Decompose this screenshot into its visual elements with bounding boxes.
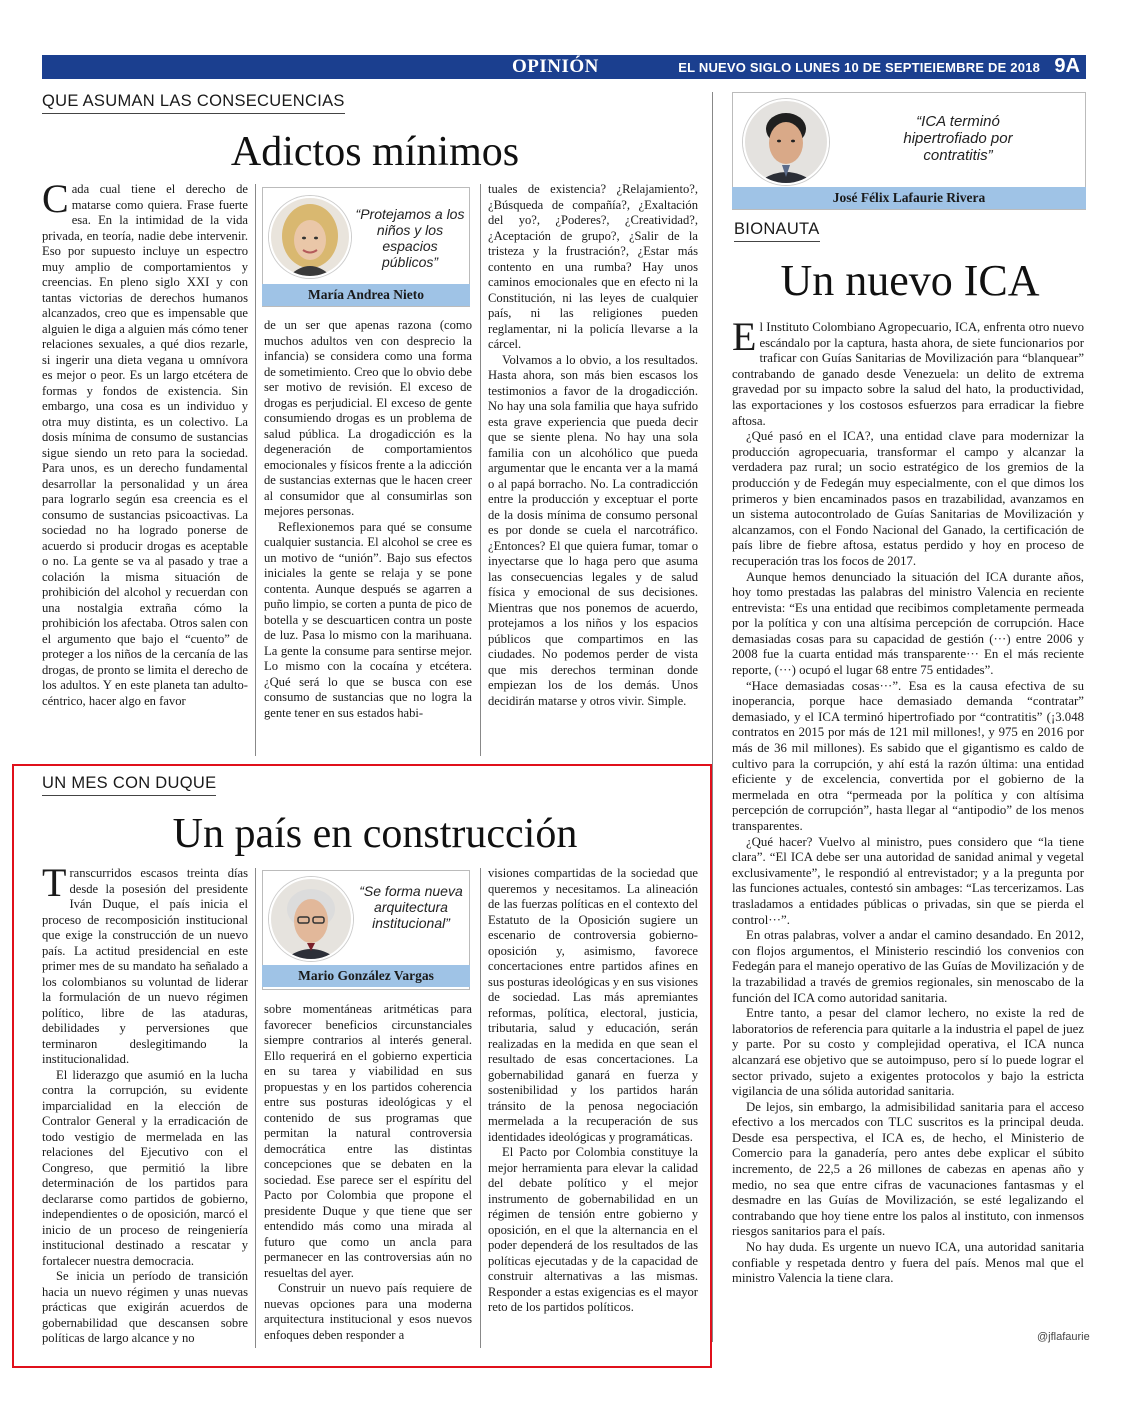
section-header-bar xyxy=(42,55,1086,79)
article2-col3-paragraph-1: visiones compartidas de la sociedad que queremos y necesitamos. La alineación de las fuerzas políticas en el contexto del Estatuto de la Oposición sugiere un escenario de controversia gobierno-oposición y, asimismo, favorece concertaciones entre partidos afines en sus posturas ideológicas y en sus visiones de sociedad. Las más apremiantes reformas, política, electoral, justicia, tributaria, salud y educación, serán realizadas en la medida en que sean el resultado de esas concertaciones. La gobernabilidad ganará en fuerza y sostenibilidad y los partidos harán tránsito de la penosa negociación mermelada a la recuperación de sus identidades ideológicas y programáticas. xyxy=(488,866,698,1144)
article3-paragraph-9: No hay duda. Es urgente un nuevo ICA, una autoridad sanitaria confiable y respetada dentro y fuera del país. Menos mal que el ministro Valencia la tiene clara. xyxy=(732,1240,1084,1286)
article1-col2-paragraph-2: Reflexionemos para qué se consume cualquier sustancia. El alcohol se cree es un motivo de “unión”. Bajo sus efectos iniciales la gente se relaja y se pone contenta. Aunque después se agarren a puño limpio, se corten a punta de pico de botella y se descuarticen contra un poste de luz. Pasa lo mismo con la marihuana. La gente la consume para sentirse mejor. Lo mismo con la cocaína y etcétera. ¿Qué será lo que se busca con ese consumo de sustancias que no logra la gente tener en sus estados habi- xyxy=(264,519,472,720)
article3-paragraph-3: Aunque hemos denunciado la situación del ICA durante años, hoy tomo prestadas las palabras del ministro Valencia en reciente entrevista: “Es una entidad que recibimos completamente permeada por la política y con una altísima percepción de corrupción. Hace demasiadas cosas para su capacidad de gestión (···) entre 2006 y 2008 fue la cuarta entidad más transparente··· En el más reciente reporte, (···) ocupó el lugar 68 entre 75 entidades”. xyxy=(732,569,1084,678)
article2-col2-paragraph-2: Construir un nuevo país requiere de nuevas opciones para una moderna arquitectura institucional y esos nuevos enfoques deben responder a xyxy=(264,1281,472,1342)
article3-headline: Un nuevo ICA xyxy=(780,256,1040,305)
article2-column-1 xyxy=(42,866,248,1352)
article1-col3-paragraph-1: tuales de existencia? ¿Relajamiento?, ¿Búsqueda de compañía?, ¿Exaltación del yo?, ¿Poderes?, ¿Creatividad?, ¿Aceptación de grupo?, ¿Salir de la tristeza y la frustración?, ¿Estar más contento en una rumba? Hay unos caminos emocionales que en efecto ni la Constitución, ni las leyes de cualquier país, ni las religiones pueden reglamentar, ni la policía llevarse a la cárcel. xyxy=(488,182,698,351)
author-photo-lafaurie xyxy=(743,99,829,185)
article2-col1-paragraph-1: ranscurridos escasos treinta días desde la posesión del presidente Iván Duque, el país inicia el proceso de recomposición institucional que exige la construcción de un nuevo país. La actitud presidencial en este primer mes de su mandato ha señalado a los colombianos su voluntad de liderar la formulación de un nuevo régimen político, libre de las ataduras, debilidades y perversiones que terminaron deslegitimando la institucionalidad. xyxy=(42,866,248,1066)
article1-author-box xyxy=(262,187,470,307)
article1-column-3 xyxy=(488,182,698,760)
author-photo-gonzalez xyxy=(269,877,353,961)
section-divider xyxy=(712,92,713,1342)
author-photo-nieto xyxy=(269,196,351,278)
article3-paragraph-2: ¿Qué pasó en el ICA?, una entidad clave para modernizar la producción agropecuaria, transformar el campo y alcanzar la verdadera paz rural; un socio estratégico de los gremios de la producción y de Fedegán muy especialmente, con el que dimos los primeros y bien encaminados pasos en trazabilidad, avanzamos en un sistema autocontrolado de Guías Sanitarias de Movilización y alcanzamos, con el Fondo Nacional del Ganado, la certificación de país libre de fiebre aftosa, estatus perdido y hoy en proceso de recuperación tras los focos de 2017. xyxy=(732,429,1084,568)
column-divider xyxy=(480,868,481,1348)
article3-kicker: BIONAUTA xyxy=(734,220,820,242)
page-number: 9A xyxy=(1054,55,1080,77)
article3-body xyxy=(732,320,1084,1328)
article3-dropcap: E xyxy=(732,320,757,359)
article2-author-name: Mario González Vargas xyxy=(262,965,470,987)
article2-author-box xyxy=(262,870,470,990)
article3-paragraph-4: “Hace demasiadas cosas···”. Esa es la causa efectiva de su inoperancia, porque hace demasiado demanda “contratar” demasiado, y el ICA terminó hipertrofiado por “contratitis” (¡3.048 contratos en 2015 por más de 121 mil millones!, y 975 en 2016 por más de 36 mil millones). Es sabido que el gigantismo es caldo de cultivo para la corrupción, y ahí está la razón última: una entidad eficiente y de excelencia, convertida por el gobierno de la mermelada en otra “permeada por la política y con altísima percepción de corrupción”, hasta llegar al “antipodio” de los menos transparentes. xyxy=(732,678,1084,833)
article1-column-2 xyxy=(264,318,472,760)
section-name: OPINIÓN xyxy=(512,56,599,77)
article2-kicker: UN MES CON DUQUE xyxy=(42,774,216,796)
article2-col1-paragraph-3: Se inicia un período de transición hacia un nuevo régimen y unas nuevas prácticas que exigirán acuerdos de gobernabilidad que descansen sobre políticas de largo alcance y no xyxy=(42,1269,248,1345)
article2-headline: Un país en construcción xyxy=(172,811,578,857)
article3-paragraph-5: ¿Qué hacer? Vuelvo al ministro, pues considero que “la tiene clara”. “El ICA debe ser una autoridad de sanidad animal y vegetal exclusivamente”, le respondió al entrevistador; y a la pregunta por las funciones actuales, contestó sin ambages: “Las tercerizamos. Las trasladamos a entidades públicas o privadas, sin que se pierda el control···”. xyxy=(732,834,1084,927)
article2-pull-quote: “Se forma nueva arquitectura institucional” xyxy=(359,883,463,931)
article2-col3-paragraph-2: El Pacto por Colombia constituye la mejor herramienta para elevar la calidad del debate político y el mejor instrumento de gobernabilidad en un régimen de tensión entre gobierno y oposición, en el que la alternancia en el poder dependerá de los resultados de las políticas ejecutadas y de la capacidad de construir alternativas a las mismas. Responder a estas exigencias es el mayor reto de los partidos políticos. xyxy=(488,1145,698,1314)
article1-col1-text: ada cual tiene el derecho de matarse como quiera. Frase fuerte esa. En la intimidad de la vida privada, en teoría, nadie debe intervenir. Eso por supuesto incluye un espectro muy amplio de comportamientos y creencias. En pleno siglo XXI y con tantas victorias de derechos humanos alcanzados, creo que es impensable que alguien le diga a alguien más cómo tener relaciones sexuales, a qué dios rezarle, si ingerir una dieta vegana u omnívora es mejor o peor. Es un largo etcétera de formas y fondos de existencia. Sin embargo, una cosa es un individuo y otra muy distinta, es un colectivo. La dosis mínima de consumo de sustancias sigue siendo un reto para la sociedad. Para unos, es un derecho fundamental desarrollar la personalidad y un área para lograrlo según esa creencia es el consumo de sustancias psicoactivas. La sociedad no ha logrado ponerse de acuerdo si producir drogas es aceptable o no. La gente se va al pasado y trae a colación la misma situación de prohibición del alcohol y recuerdan con una nostalgia extraña cómo la prohibición los afectaba. Otros salen con el argumento que bajo el “cuento” de proteger a los niños de la cercanía de las drogas, de pronto se limita el derecho de los adultos. Y en este planeta tan adulto-céntrico, hacer algo en favor xyxy=(42,182,248,708)
article1-column-1 xyxy=(42,182,248,760)
author-twitter-handle: @jflafaurie xyxy=(1037,1331,1090,1343)
article2-col1-paragraph-2: El liderazgo que asumió en la lucha contra la corrupción, su evidente imparcialidad en la elección de Contralor General y la erradicación de todo vestigio de mermelada en las relaciones del Ejecutivo con el Congreso, que permitió la libre determinación de los partidos para declararse como partidos de gobierno, independientes o de oposición, marcó el inicio de un proceso de reingeniería institucional destinado a rescatar y fortalecer nuestra democracia. xyxy=(42,1067,248,1268)
article1-pull-quote: “Protejamos a los niños y los espacios públicos” xyxy=(355,206,465,270)
column-divider xyxy=(255,184,256,756)
masthead-date: EL NUEVO SIGLO LUNES 10 DE SEPTIEIEMBRE DE 2018 xyxy=(678,60,1040,75)
article2-dropcap: T xyxy=(42,866,67,905)
article2-column-3 xyxy=(488,866,698,1352)
article3-author-box xyxy=(732,92,1086,210)
article3-pull-quote: “ICA terminó hipertrofiado por contratitis” xyxy=(903,113,1013,164)
article3-paragraph-1: l Instituto Colombiano Agropecuario, ICA, enfrenta otro nuevo escándalo por la captura, hasta ahora, de siete funcionarios por traficar con Guías Sanitarias de Movilización para “blanquear” contrabando de ganado desde Venezuela: un delito de extrema gravedad por su impacto sobre la salud del hato, la productividad, las exportaciones y los costosos esfuerzos para erradicar la fiebre aftosa. xyxy=(732,320,1084,428)
article2-col2-paragraph-1: sobre momentáneas aritméticas para favorecer beneficios circunstanciales siempre contrarios al interés general. Ello requerirá en el gobierno experticia en su tarea y viabilidad en sus propuestas y en los partidos coherencia entre sus posturas ideológicas y el contenido de sus programas que permitan la natural controversia democrática entre las distintas concepciones que se debaten en la sociedad. Ese parece ser el espíritu del Pacto por Colombia que propone el presidente Duque y que tiene que ser entendido más como una mirada al futuro que como un ancla para permanecer en las controversias aún no resueltas del ayer. xyxy=(264,1002,472,1280)
article3-paragraph-8: De lejos, sin embargo, la admisibilidad sanitaria para el acceso efectivo a los mercados con TLC suscritos es la principal deuda. Desde esa perspectiva, el ICA es, de hecho, el Ministerio de Comercio para la ganadería, pero antes debe explicar el súbito incremento, de 22,5 a 26 millones de cabezas en apenas año y medio, no sea que entre cifras de vacunaciones fantasmas y el desmadre en las Guías de Movilización, se esté legalizando el contrabando que hoy tiene entre los palos al instituto, con inmensos riesgos sanitarios para el país. xyxy=(732,1099,1084,1239)
article1-col3-paragraph-2: Volvamos a lo obvio, a los resultados. Hasta ahora, son más bien escasos los testimonios a favor de la drogadicción. No hay una sola familia que haya sufrido esta grave experiencia que pueda decir que se siente plena. No hay una sola familia con un alcohólico que pueda argumentar que le encanta ver a la mamá o al papá borracho. No. La contradicción entre la producción y exceptuar el porte de la dosis mínima de consumo personal es por donde se cuela el narcotráfico. ¿Entonces? El que quiera fumar, tomar o inyectarse que lo haga pero que asuma las consecuencias legales y de salud física y emocional de sus decisiones. Mientras que nos ponemos de acuerdo, protejamos a los niños y los espacios públicos que compartimos en las ciudades. No podemos perder de vista que mis derechos terminan donde empiezan los de los demás. Unos decidirán matarse y otros vivir. Simple. xyxy=(488,352,698,708)
article1-headline: Adictos mínimos xyxy=(230,129,520,175)
article1-author-name: María Andrea Nieto xyxy=(262,284,470,306)
article1-col2-paragraph-1: de un ser que apenas razona (como muchos adultos ven con desprecio la infancia) se considera como una forma de sometimiento. Creo que lo obvio debe ser motivo de revisión. El exceso de drogas es perjudicial. El exceso de gente consumiendo drogas es un problema de salud pública. La drogadicción es la degeneración de comportamientos emocionales y físicos frente a la adicción de sustancias externas que le hacen creer al consumidor que al consumirlas son mejores personas. xyxy=(264,318,472,518)
column-divider xyxy=(480,184,481,756)
article1-kicker: QUE ASUMAN LAS CONSECUENCIAS xyxy=(42,92,345,114)
column-divider xyxy=(255,868,256,1348)
article3-author-name: José Félix Lafaurie Rivera xyxy=(732,187,1086,209)
article2-column-2 xyxy=(264,1002,472,1352)
article3-paragraph-7: Entre tanto, a pesar del clamor lechero, no existe la red de laboratorios de referencia para quitarle a la industria el papel de juez y parte. Por su costo y complejidad operativa, el ICA nunca alcanzará ese objetivo que se autoimpuso, pero sí lo puede lograr el sector privado, sujeto a exigentes protocolos y bajo la estricta vigilancia de una sólida autoridad sanitaria. xyxy=(732,1006,1084,1099)
article3-paragraph-6: En otras palabras, volver a andar el camino desandado. En 2012, con flojos argumentos, el Ministerio rescindió los convenios con Fedegán para el manejo operativo de las Guías de Movilización y de la trazabilidad a través de gremios regionales, sin menoscabo de la función del ICA como autoridad sanitaria. xyxy=(732,928,1084,1005)
article1-dropcap: C xyxy=(42,182,69,221)
